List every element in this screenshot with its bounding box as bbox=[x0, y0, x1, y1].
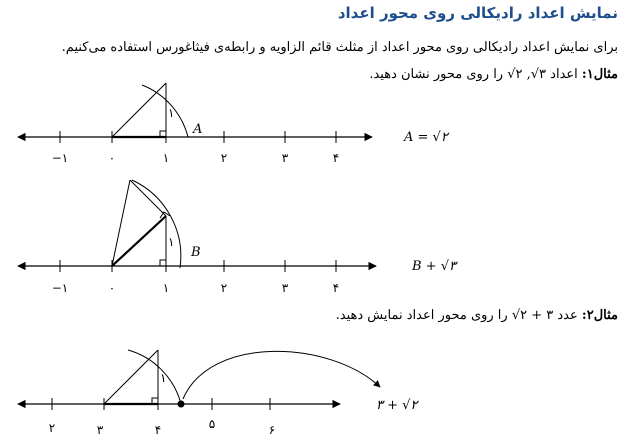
tick-label: ۳ bbox=[96, 423, 104, 437]
tick-label: ۴ bbox=[332, 151, 340, 165]
result-a: A = √۲ bbox=[404, 130, 448, 145]
example-1-number: ۱ bbox=[586, 67, 594, 82]
tick-label: ۲ bbox=[220, 281, 228, 295]
page-title: نمایش اعداد رادیکالی روی محور اعداد bbox=[337, 4, 618, 22]
pointer-arrow bbox=[183, 351, 380, 399]
example-2-line: مثال۲: عدد √۲ + ۳ را روی محور اعداد نمایش دهید. bbox=[335, 308, 618, 323]
tick-label: ۱ bbox=[162, 151, 170, 165]
example-1-values: √۲ ,√۳ bbox=[507, 67, 547, 82]
result-point bbox=[178, 401, 185, 408]
side-label-2: ۱ bbox=[168, 235, 175, 249]
right-angle-mark-2 bbox=[160, 260, 166, 266]
result-sum: ۳ + √۲ bbox=[376, 398, 418, 413]
number-line-3 bbox=[18, 350, 419, 437]
example-2-value: √۲ + ۳ bbox=[511, 308, 554, 323]
tick-label: ۰ bbox=[108, 281, 116, 295]
triangle-hypotenuse-2 bbox=[112, 216, 166, 266]
example-1-line: مثال۱: اعداد √۲ ,√۳ را روی محور نشان دهید. bbox=[369, 67, 618, 82]
point-b-label: B bbox=[191, 245, 201, 260]
example-1-post: را روی محور نشان دهید. bbox=[369, 67, 504, 82]
triangle-hypotenuse-1 bbox=[112, 83, 166, 137]
point-a-label: A bbox=[193, 122, 203, 137]
number-line-1 bbox=[18, 83, 450, 165]
result-b: B + √۳ bbox=[412, 259, 456, 274]
tick-label: ۴ bbox=[332, 281, 340, 295]
example-2-post: را روی محور اعداد نمایش دهید. bbox=[335, 308, 508, 323]
tick-label: −۱ bbox=[51, 281, 69, 295]
tick-label: ۲ bbox=[220, 151, 228, 165]
tick-label: ۳ bbox=[281, 281, 289, 295]
example-1-label: مثال bbox=[593, 67, 618, 82]
tick-label: ۵ bbox=[208, 417, 216, 431]
tick-label: ۴ bbox=[154, 423, 162, 437]
side-label-3: ۱ bbox=[160, 371, 167, 385]
triangle-hypotenuse-3 bbox=[104, 350, 158, 404]
tick-label: ۱ bbox=[162, 281, 170, 295]
tick-label: −۱ bbox=[51, 151, 69, 165]
second-side bbox=[130, 180, 166, 216]
side-label-1: ۱ bbox=[168, 106, 175, 120]
example-2-label: مثال bbox=[593, 308, 618, 323]
number-line-2 bbox=[18, 180, 458, 295]
example-1-pre: اعداد bbox=[550, 67, 578, 82]
tick-label: ۰ bbox=[108, 151, 116, 165]
tick-label: ۲ bbox=[48, 421, 56, 435]
compass-arc-3 bbox=[128, 350, 181, 404]
intro-text: برای نمایش اعداد رادیکالی روی محور اعداد از مثلث قائم الزاویه و رابطه‌ی فیثاغورس استفاده می‌کنیم. bbox=[61, 40, 618, 55]
example-2-number: ۲ bbox=[586, 308, 594, 323]
compass-arc-1 bbox=[142, 85, 188, 137]
tick-label: ۳ bbox=[281, 151, 289, 165]
example-2-pre: عدد bbox=[557, 308, 578, 323]
tick-label: ۶ bbox=[268, 423, 276, 437]
